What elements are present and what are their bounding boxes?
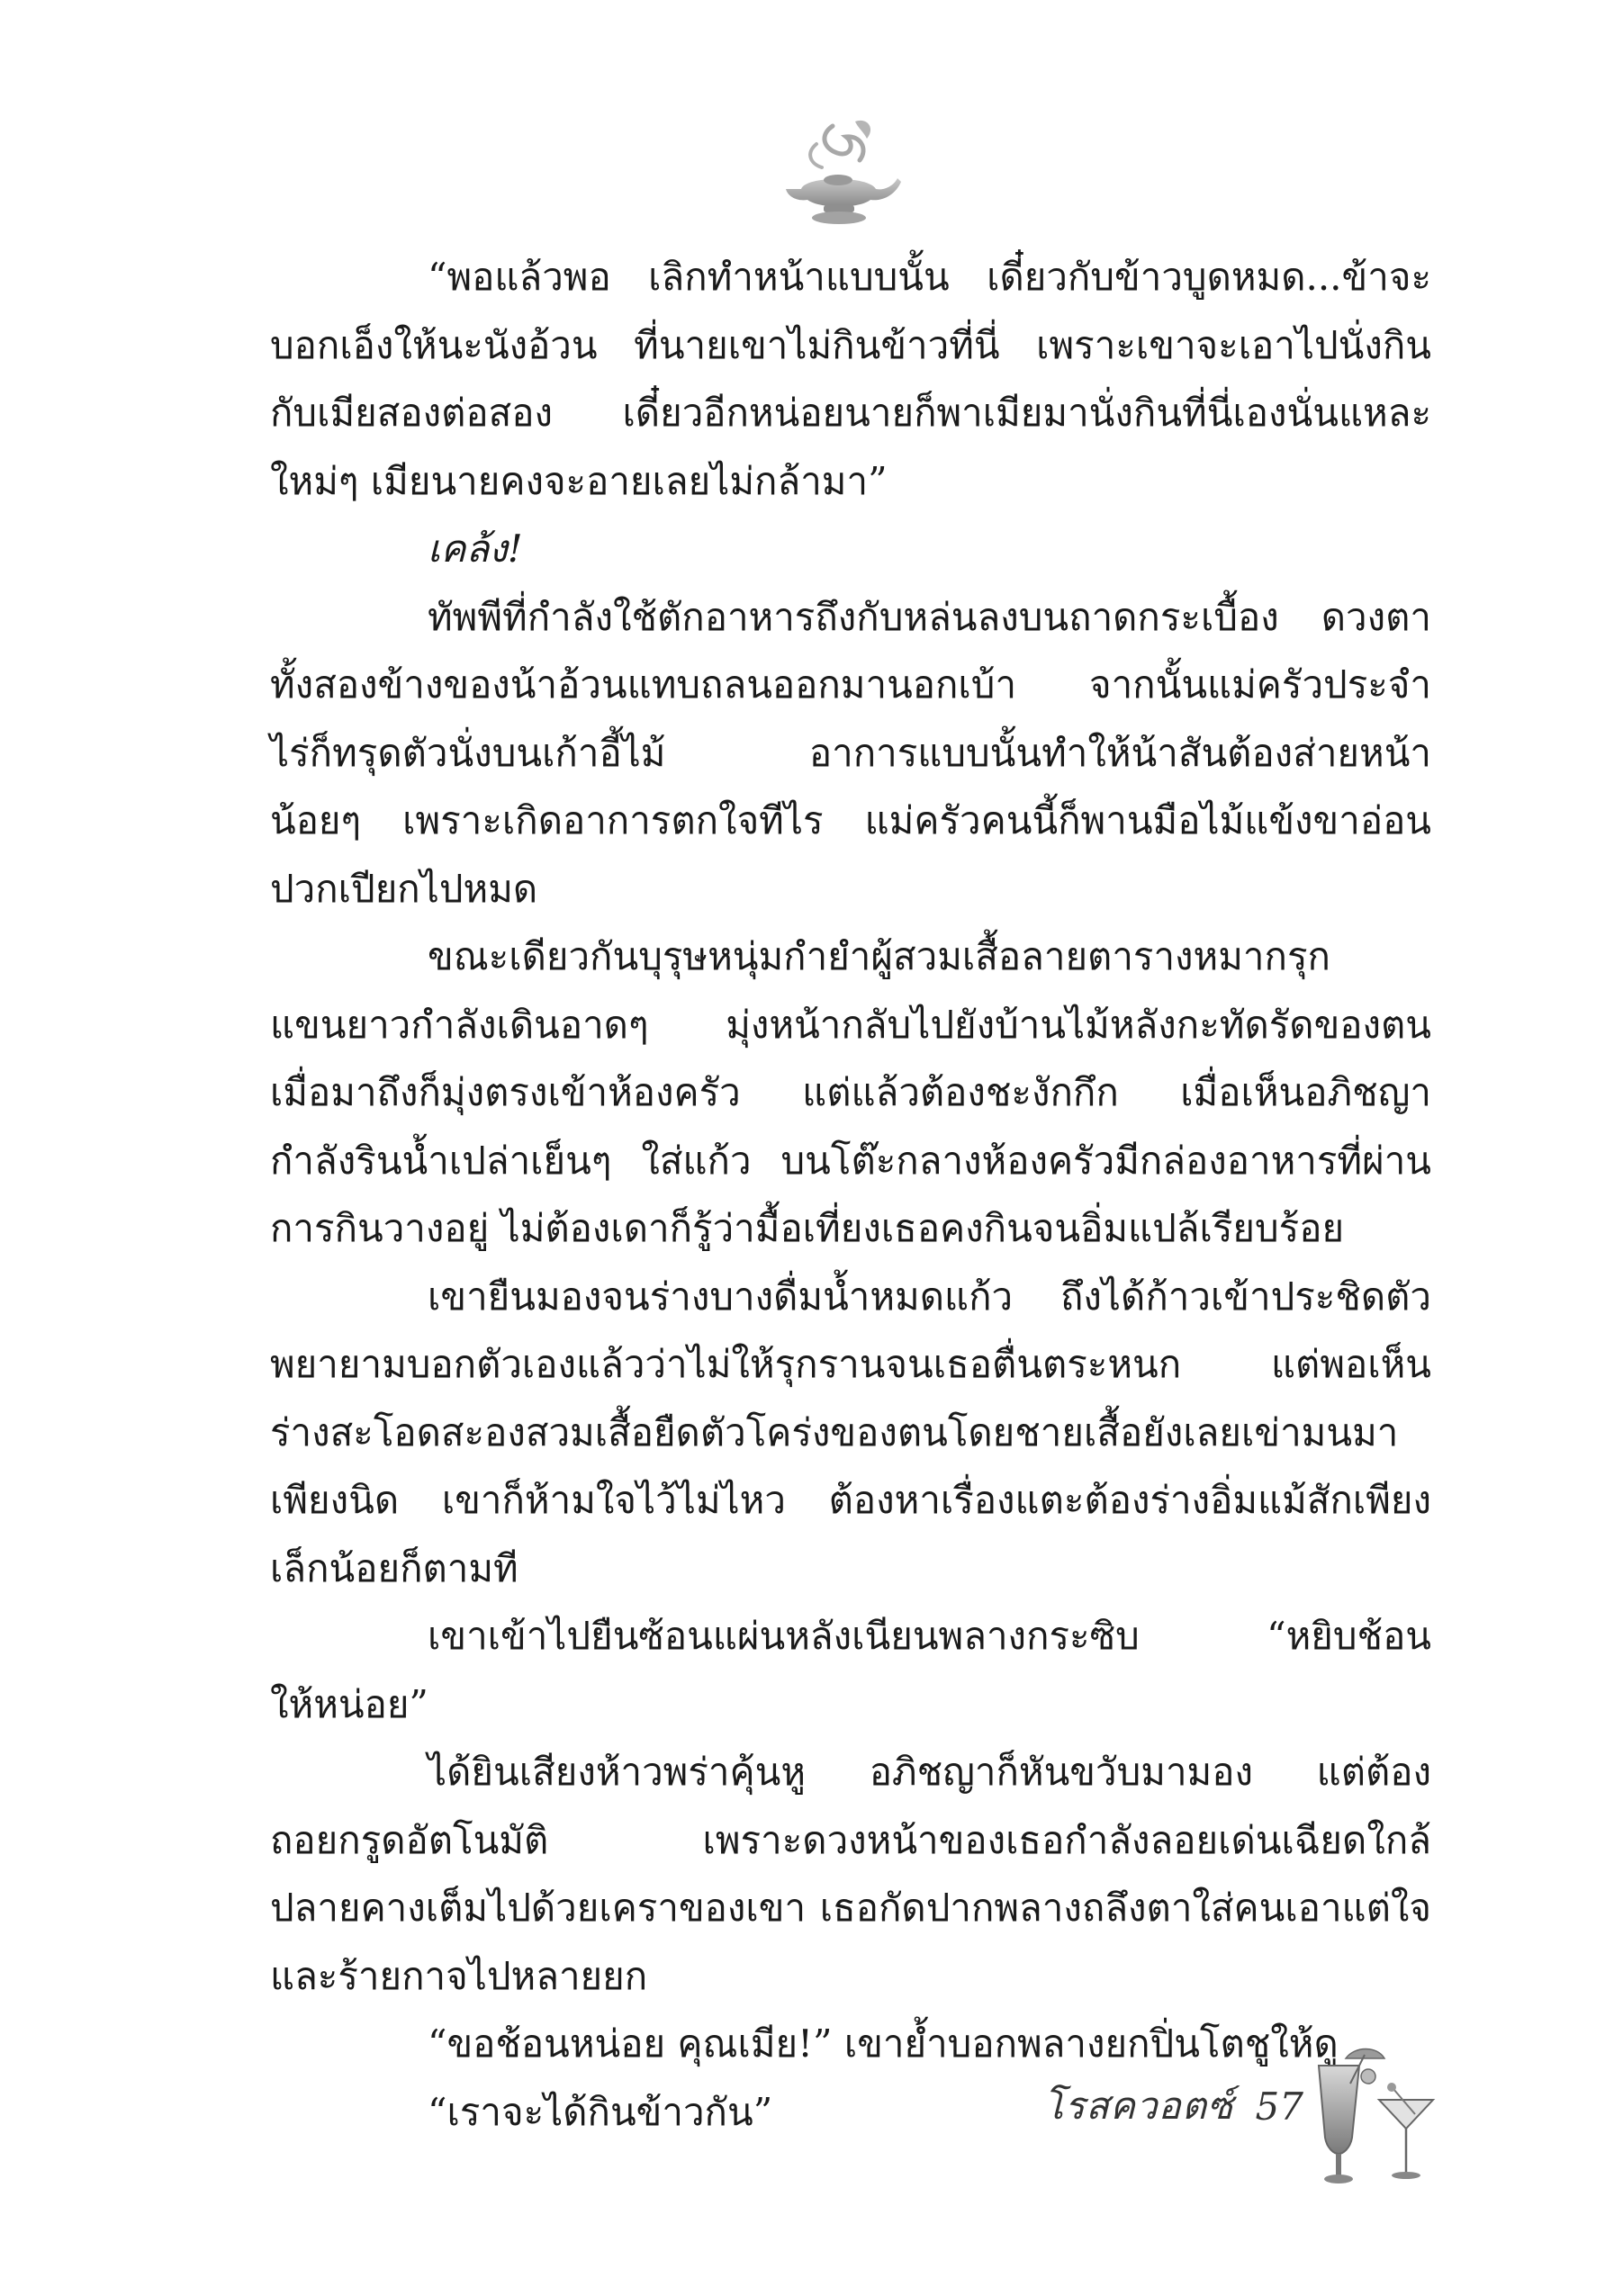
- page-footer: [1043, 2070, 1303, 2142]
- text-line: เพียงนิด เขาก็ห้ามใจไว้ไม่ไหว ต้องหาเรื่องแตะต้องร่างอิ่มแม้สักเพียง: [270, 1478, 1431, 1522]
- text-line: กับเมียสองต่อสอง เดี๋ยวอีกหน่อยนายก็พาเมียมานั่งกินที่นี่เองนั่นแหละ: [270, 391, 1431, 435]
- book-title: โรสควอตซ์: [1043, 2084, 1234, 2128]
- text-line: “พอแล้วพอ เลิกทำหน้าแบบนั้น เดี๋ยวกับข้าวบูดหมด...ข้าจะ: [428, 255, 1431, 299]
- text-line: ทั้งสองข้างของน้าอ้วนแทบถลนออกมานอกเบ้า จากนั้นแม่ครัวประจำ: [270, 662, 1431, 707]
- text-line: ใหม่ๆ เมียนายคงจะอายเลยไม่กล้ามา”: [270, 458, 888, 503]
- text-line: “ขอช้อนหน่อย คุณเมีย!” เขาย้ำบอกพลางยกปิ่นโตชูให้ดู: [428, 2021, 1339, 2066]
- text-line: “เราจะได้กินข้าวกัน”: [428, 2089, 773, 2134]
- text-line: ถอยกรูดอัตโนมัติ เพราะดวงหน้าของเธอกำลังลอยเด่นเฉียดใกล้: [270, 1817, 1431, 1862]
- text-line: ได้ยินเสียงห้าวพร่าคุ้นหู อภิชญาก็หันขวับมามอง แต่ต้อง: [428, 1750, 1431, 1794]
- text-line: ปวกเปียกไปหมด: [270, 866, 538, 911]
- paragraph: [270, 515, 1431, 583]
- text-line: เขาเข้าไปยืนซ้อนแผ่นหลังเนียนพลางกระซิบ “หยิบช้อน: [428, 1614, 1431, 1658]
- paragraph: [270, 1738, 1431, 2010]
- paragraph: [270, 583, 1431, 923]
- page-number: 57: [1255, 2084, 1303, 2129]
- lamp-ornament-icon: [770, 108, 905, 243]
- text-line: เมื่อมาถึงก็มุ่งตรงเข้าห้องครัว แต่แล้วต้องชะงักกึก เมื่อเห็นอภิชญา: [270, 1070, 1431, 1114]
- paragraph: [270, 2010, 1431, 2078]
- text-line: ปลายคางเต็มไปด้วยเคราของเขา เธอกัดปากพลางถลึงตาใส่คนเอาแต่ใจ: [270, 1886, 1431, 1930]
- paragraph: [270, 923, 1431, 1263]
- paragraph: [270, 1263, 1431, 1603]
- text-line: และร้ายกาจไปหลายยก: [270, 1953, 648, 1998]
- text-line: ขณะเดียวกันบุรุษหนุ่มกำยำผู้สวมเสื้อลายตารางหมากรุก: [428, 934, 1330, 978]
- body-text: [270, 243, 1431, 2146]
- text-line: บอกเอ็งให้นะนังอ้วน ที่นายเขาไม่กินข้าวที่นี่ เพราะเขาจะเอาไปนั่งกิน: [270, 322, 1431, 367]
- text-line: ทัพพีที่กำลังใช้ตักอาหารถึงกับหล่นลงบนถาดกระเบื้อง ดวงตา: [428, 594, 1431, 639]
- paragraph: [270, 1602, 1431, 1738]
- paragraph: [270, 243, 1431, 515]
- cocktail-glasses-icon: [1305, 2039, 1440, 2192]
- text-line: กำลังรินน้ำเปล่าเย็นๆ ใส่แก้ว บนโต๊ะกลางห้องครัวมีกล่องอาหารที่ผ่าน: [270, 1138, 1431, 1183]
- text-line: เคล้ง!: [428, 527, 523, 571]
- text-line: ไร่ก็ทรุดตัวนั่งบนเก้าอี้ไม้ อาการแบบนั้นทำให้น้าสันต้องส่ายหน้า: [270, 730, 1431, 775]
- text-line: การกินวางอยู่ ไม่ต้องเดาก็รู้ว่ามื้อเที่ยงเธอคงกินจนอิ่มแปล้เรียบร้อย: [270, 1206, 1345, 1250]
- text-line: น้อยๆ เพราะเกิดอาการตกใจทีไร แม่ครัวคนนี้ก็พานมือไม้แข้งขาอ่อน: [270, 798, 1431, 842]
- text-line: ร่างสะโอดสะองสวมเสื้อยืดตัวโคร่งของตนโดยชายเสื้อยังเลยเข่ามนมา: [270, 1409, 1399, 1454]
- text-line: ให้หน่อย”: [270, 1681, 428, 1726]
- text-line: เขายืนมองจนร่างบางดื่มน้ำหมดแก้ว ถึงได้ก้าวเข้าประชิดตัว: [428, 1274, 1431, 1319]
- text-line: พยายามบอกตัวเองแล้วว่าไม่ให้รุกรานจนเธอตื่นตระหนก แต่พอเห็น: [270, 1342, 1431, 1386]
- text-line: เล็กน้อยก็ตามที: [270, 1545, 518, 1590]
- text-line: แขนยาวกำลังเดินอาดๆ มุ่งหน้ากลับไปยังบ้านไม้หลังกะทัดรัดของตน: [270, 1002, 1431, 1047]
